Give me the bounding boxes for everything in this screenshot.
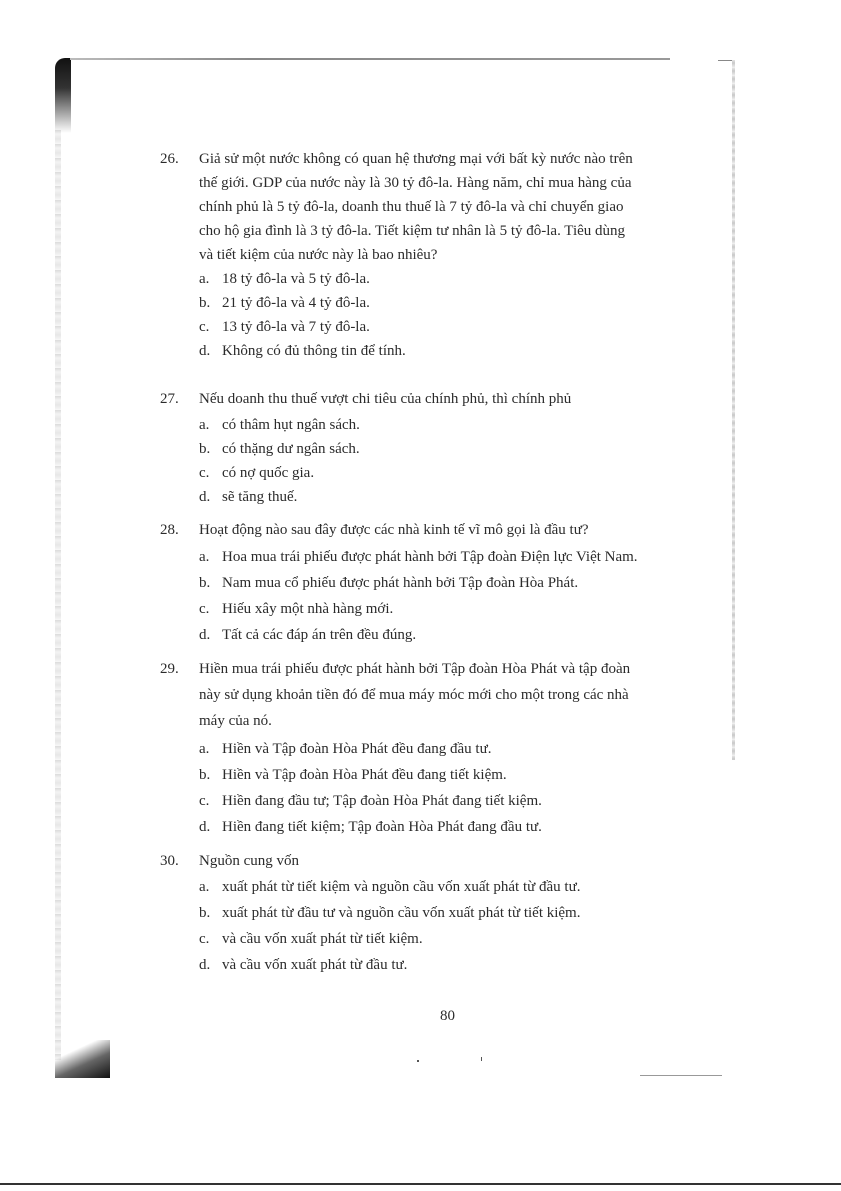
- option-letter: b.: [199, 575, 211, 591]
- option-letter: d.: [199, 957, 211, 973]
- option-text: có nợ quốc gia.: [222, 465, 315, 481]
- scan-speck: [481, 1057, 482, 1061]
- option-text: Hiền đang tiết kiệm; Tập đoàn Hòa Phát đang đầu tư.: [222, 819, 542, 835]
- option-text: Không có đủ thông tin để tính.: [222, 343, 406, 359]
- option-text: Hoa mua trái phiếu được phát hành bởi Tập đoàn Điện lực Việt Nam.: [222, 549, 638, 565]
- option-letter: b.: [199, 441, 211, 457]
- option-letter: a.: [199, 549, 210, 565]
- option-letter: c.: [199, 465, 210, 481]
- scan-mark-bottom-right: [640, 1075, 722, 1076]
- option-text: Nam mua cổ phiếu được phát hành bởi Tập đoàn Hòa Phát.: [222, 575, 579, 591]
- option-text: có thặng dư ngân sách.: [222, 441, 360, 457]
- scan-mark-top-right: [718, 60, 732, 61]
- question-number: 29.: [160, 661, 179, 677]
- question-stem-line: và tiết kiệm của nước này là bao nhiêu?: [199, 247, 438, 263]
- option-letter: a.: [199, 741, 210, 757]
- question-stem-line: Giả sử một nước không có quan hệ thương mại với bất kỳ nước nào trên: [199, 151, 633, 167]
- option-text: có thâm hụt ngân sách.: [222, 417, 360, 433]
- option-letter: c.: [199, 319, 210, 335]
- question-stem-line: cho hộ gia đình là 3 tỷ đô-la. Tiết kiệm tư nhân là 5 tỷ đô-la. Tiêu dùng: [199, 223, 626, 239]
- option-text: và cầu vốn xuất phát từ đầu tư.: [222, 957, 408, 973]
- question-number: 28.: [160, 522, 179, 538]
- question-stem-line: Nguồn cung vốn: [199, 853, 299, 869]
- page-number: 80: [440, 1008, 455, 1024]
- option-letter: c.: [199, 601, 210, 617]
- option-letter: b.: [199, 767, 211, 783]
- option-text: và cầu vốn xuất phát từ tiết kiệm.: [222, 931, 423, 947]
- option-letter: a.: [199, 271, 210, 287]
- option-letter: d.: [199, 489, 211, 505]
- option-letter: d.: [199, 627, 211, 643]
- option-text: xuất phát từ đầu tư và nguồn cầu vốn xuất phát từ tiết kiệm.: [222, 905, 581, 921]
- option-letter: d.: [199, 343, 211, 359]
- option-text: 21 tỷ đô-la và 4 tỷ đô-la.: [222, 295, 370, 311]
- option-letter: a.: [199, 417, 210, 433]
- scan-speck: [417, 1060, 419, 1062]
- question-stem-line: Hoạt động nào sau đây được các nhà kinh tế vĩ mô gọi là đầu tư?: [199, 522, 589, 538]
- option-letter: b.: [199, 295, 211, 311]
- option-text: Hiền và Tập đoàn Hòa Phát đều đang đầu tư.: [222, 741, 492, 757]
- question-stem-line: máy của nó.: [199, 713, 272, 729]
- question-number: 27.: [160, 391, 179, 407]
- option-text: Hiền đang đầu tư; Tập đoàn Hòa Phát đang tiết kiệm.: [222, 793, 542, 809]
- question-stem-line: Nếu doanh thu thuế vượt chi tiêu của chính phủ, thì chính phủ: [199, 391, 572, 407]
- option-text: Tất cả các đáp án trên đều đúng.: [222, 627, 417, 643]
- option-text: Hiếu xây một nhà hàng mới.: [222, 601, 394, 617]
- question-stem-line: chính phủ là 5 tỷ đô-la, doanh thu thuế là 7 tỷ đô-la và chỉ chuyển giao: [199, 199, 624, 215]
- option-text: 13 tỷ đô-la và 7 tỷ đô-la.: [222, 319, 370, 335]
- scan-shadow-top-left: [55, 58, 71, 133]
- scan-edge-top: [70, 58, 670, 60]
- option-letter: c.: [199, 931, 210, 947]
- question-number: 30.: [160, 853, 179, 869]
- question-number: 26.: [160, 151, 179, 167]
- scan-edge-left: [55, 130, 61, 1060]
- question-stem-line: này sử dụng khoản tiền đó để mua máy móc mới cho một trong các nhà: [199, 687, 629, 703]
- scan-edge-right: [732, 60, 735, 760]
- scan-edge-bottom: [0, 1183, 841, 1185]
- scan-shadow-bottom-left: [55, 1040, 110, 1078]
- option-text: 18 tỷ đô-la và 5 tỷ đô-la.: [222, 271, 370, 287]
- option-text: xuất phát từ tiết kiệm và nguồn cầu vốn xuất phát từ đầu tư.: [222, 879, 581, 895]
- question-stem-line: Hiền mua trái phiếu được phát hành bởi Tập đoàn Hòa Phát và tập đoàn: [199, 661, 631, 677]
- option-letter: b.: [199, 905, 211, 921]
- option-text: Hiền và Tập đoàn Hòa Phát đều đang tiết kiệm.: [222, 767, 507, 783]
- option-letter: c.: [199, 793, 210, 809]
- option-letter: a.: [199, 879, 210, 895]
- question-stem-line: thế giới. GDP của nước này là 30 tỷ đô-la. Hàng năm, chỉ mua hàng của: [199, 175, 632, 191]
- option-text: sẽ tăng thuế.: [222, 489, 298, 505]
- option-letter: d.: [199, 819, 211, 835]
